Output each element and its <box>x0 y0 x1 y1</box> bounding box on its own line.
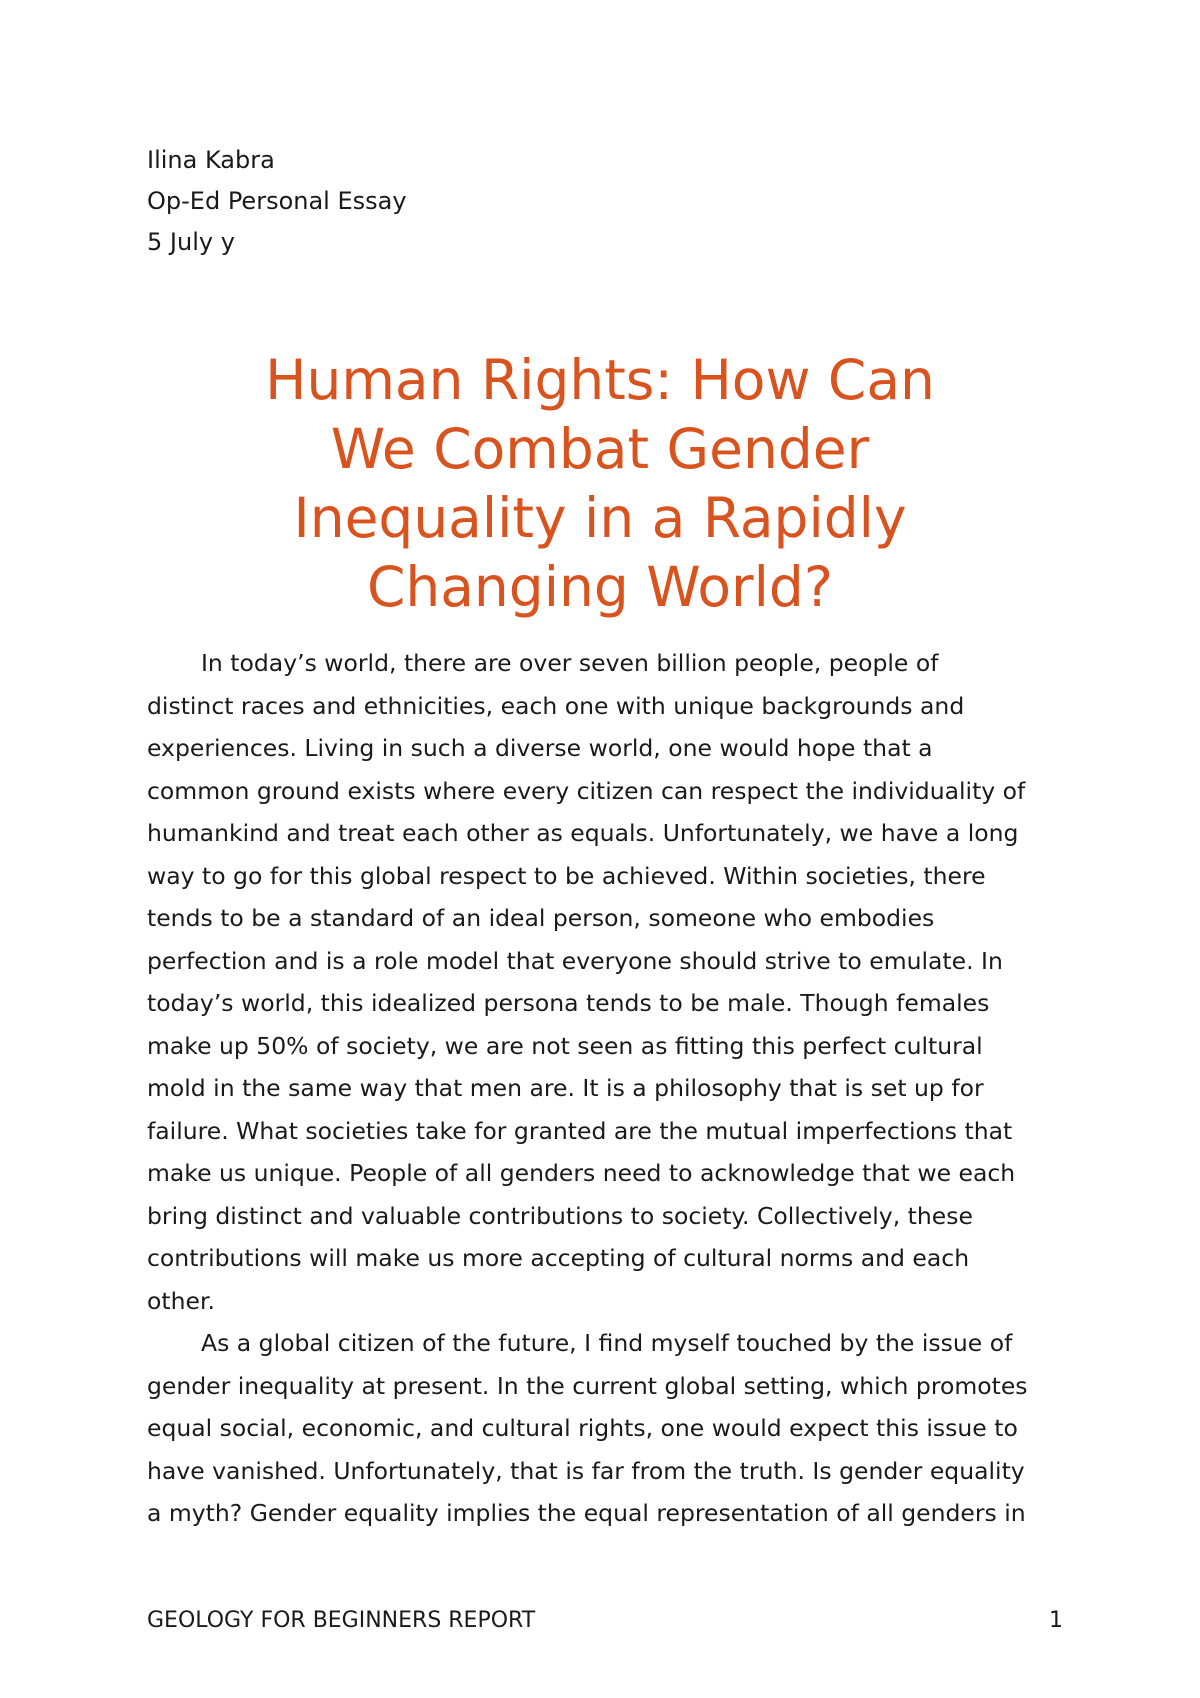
body-line: tends to be a standard of an ideal person, someone who embodies <box>147 904 935 932</box>
body-line: perfection and is a role model that everyone should strive to emulate. In <box>147 946 1003 975</box>
footer-running-title: GEOLOGY FOR BEGINNERS REPORT <box>147 1608 536 1633</box>
body-line: gender inequality at present. In the current global setting, which promotes <box>147 1371 1028 1400</box>
body-line: contributions will make us more accepting of cultural norms and each <box>147 1244 970 1272</box>
body-line: distinct races and ethnicities, each one with unique backgrounds and <box>147 691 965 720</box>
body-line: bring distinct and valuable contributions to society. Collectively, these <box>147 1201 973 1230</box>
body-line: make up 50% of society, we are not seen as fitting this perfect cultural <box>147 1031 983 1060</box>
essay-date: 5 July y <box>147 228 235 256</box>
body-line: In today’s world, there are over seven billion people, people of <box>201 649 939 677</box>
essay-header <box>147 140 1067 263</box>
body-line: common ground exists where every citizen can respect the individuality of <box>147 776 1026 805</box>
body-line: a myth? Gender equality implies the equal representation of all genders in <box>147 1499 1026 1527</box>
body-line: make us unique. People of all genders need to acknowledge that we each <box>147 1159 1016 1187</box>
title-line: We Combat Gender <box>330 417 870 481</box>
page-number: 1 <box>1049 1608 1063 1633</box>
body-line: mold in the same way that men are. It is a philosophy that is set up for <box>147 1074 984 1102</box>
body-line: other. <box>147 1286 215 1315</box>
body-line: equal social, economic, and cultural rights, one would expect this issue to <box>147 1414 1018 1442</box>
title-line: Inequality in a Rapidly <box>293 486 907 550</box>
body-line: have vanished. Unfortunately, that is far from the truth. Is gender equality <box>147 1456 1025 1485</box>
title-line: Changing World? <box>366 555 834 619</box>
body-line: experiences. Living in such a diverse world, one would hope that a <box>147 734 933 762</box>
essay-title <box>130 346 1070 622</box>
author-name: Ilina Kabra <box>147 146 275 174</box>
body-line: humankind and treat each other as equals. Unfortunately, we have a long <box>147 819 1019 847</box>
essay-body <box>147 642 1087 1535</box>
body-line: failure. What societies take for granted are the mutual imperfections that <box>147 1116 1013 1145</box>
body-line: way to go for this global respect to be achieved. Within societies, there <box>147 861 986 890</box>
paragraph-2 <box>147 1322 1087 1535</box>
body-line: As a global citizen of the future, I find myself touched by the issue of <box>201 1329 1013 1357</box>
body-line: today’s world, this idealized persona tends to be male. Though females <box>147 989 990 1017</box>
paragraph-1 <box>147 642 1087 1322</box>
assignment-type: Op-Ed Personal Essay <box>147 187 407 215</box>
title-line: Human Rights: How Can <box>265 348 935 412</box>
